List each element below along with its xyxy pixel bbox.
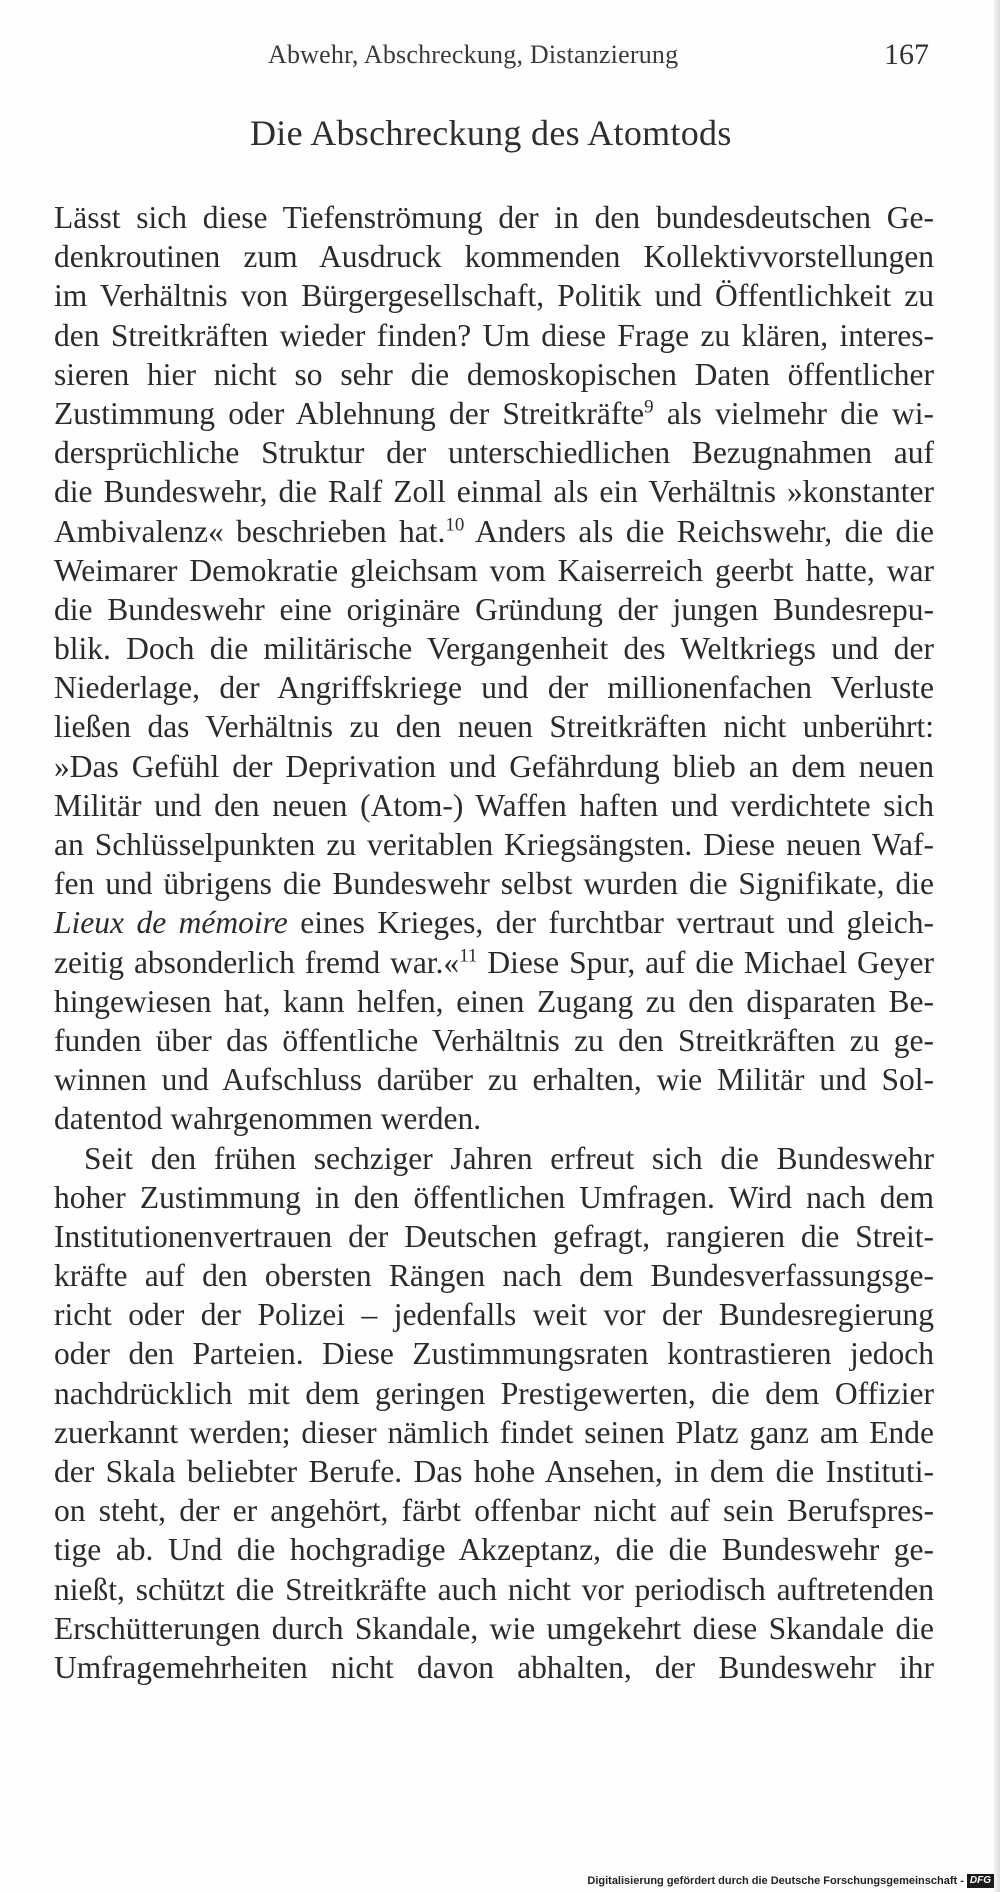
text-segment: Anders als die Reichswehr, die die [464,513,934,549]
text-segment: tige ab. Und die hochgradige Akzeptanz, die die Bundeswehr ge- [54,1532,934,1568]
text-segment: Erschütterungen durch Skandale, wie umgekehrt diese Skandale die [54,1610,934,1646]
text-segment: der Skala beliebter Berufe. Das hohe Ansehen, in dem die Instituti- [54,1454,934,1489]
footnote-marker: 9 [644,396,654,418]
text-segment: zuerkannt werden; dieser nämlich findet seinen Platz ganz am Ende [54,1414,934,1450]
text-line [54,433,934,472]
paragraph [54,1139,934,1688]
text-segment: fen und übrigens die Bundeswehr selbst wurden die Signifikate, die [54,866,934,902]
text-line [54,1530,934,1569]
page-edge-shadow [994,0,1000,1892]
section-title: Die Abschreckung des Atomtods [250,113,732,153]
text-line [54,629,934,668]
text-segment: »Das Gefühl der Deprivation und Gefährdung blieb an dem neuen [54,748,934,784]
text-segment: kräfte auf den obersten Rängen nach dem Bundesverfassungsge- [54,1258,934,1294]
text-segment: zeitig absonderlich fremd war.« [54,944,460,980]
text-line [54,276,934,315]
text-segment: die Bundeswehr, die Ralf Zoll einmal als ein Verhältnis »konstanter [54,474,934,510]
text-line [54,1021,934,1060]
text-segment: Niederlage, der Angriffskriege und der millionenfachen Verluste [54,670,934,706]
text-line [54,1060,934,1099]
text-segment: sieren hier nicht so sehr die demoskopischen Daten öffentlicher [54,356,934,392]
text-segment: nießt, schützt die Streitkräfte auch nicht vor periodisch auftretenden [54,1571,934,1607]
text-segment: hingewiesen hat, kann helfen, einen Zugang zu den disparaten Be- [54,983,934,1019]
text-line [54,590,934,629]
text-line [54,1609,934,1648]
text-line [54,1256,934,1295]
text-line [54,747,934,786]
text-line [54,1570,934,1609]
text-segment: nachdrücklich mit dem geringen Prestigewerten, die dem Offizier [54,1375,934,1411]
text-line [54,394,934,433]
text-line [54,1334,934,1373]
text-segment: datentod wahrgenommen werden. [54,1101,482,1137]
page-number: 167 [884,38,929,71]
text-line [54,316,934,355]
text-segment: Militär und den neuen (Atom-) Waffen haften und verdichtete sich [54,787,934,823]
text-segment: on steht, der er angehört, färbt offenbar nicht auf sein Berufspres- [54,1493,934,1529]
text-segment: Ambivalenz« beschrieben hat. [54,513,446,549]
text-line [54,1099,934,1138]
text-segment: Institutionenvertrauen der Deutschen gefragt, rangieren die Streit- [54,1218,934,1254]
text-line [54,668,934,707]
text-line [54,707,934,746]
running-head: Abwehr, Abschreckung, Distanzierung [268,40,679,69]
text-line [54,1452,934,1491]
text-segment: den Streitkräften wieder finden? Um diese Frage zu klären, interes- [54,317,934,353]
text-segment: oder den Parteien. Diese Zustimmungsraten kontrastieren jedoch [54,1336,934,1372]
text-segment: winnen und Aufschluss darüber zu erhalten, wie Militär und Sol- [54,1062,934,1098]
text-line [54,982,934,1021]
dfg-logo: DFG [967,1874,994,1888]
body-text [54,198,934,1687]
text-line [54,864,934,903]
text-line [54,1648,934,1687]
text-segment: hoher Zustimmung in den öffentlichen Umfragen. Wird nach dem [54,1179,934,1215]
footnote-marker: 10 [445,514,465,535]
text-line [54,903,934,942]
text-segment: eines Krieges, der furchtbar vertraut und gleich- [287,905,934,941]
text-segment: Umfragemehrheiten nicht davon abhalten, der Bundeswehr ihr [54,1649,934,1685]
text-segment: funden über das öffentliche Verhältnis zu den Streitkräften zu ge- [54,1022,934,1058]
text-segment: Weimarer Demokratie gleichsam vom Kaiserreich geerbt hatte, war [54,552,934,588]
italic-phrase: Lieux de mémoire [54,905,288,941]
text-segment: dersprüchliche Struktur der unterschiedlichen Bezugnahmen auf [54,435,934,471]
text-line [54,1374,934,1413]
paragraph [54,198,934,1139]
text-segment: denkroutinen zum Ausdruck kommenden Kollektivvorstellungen [54,239,934,275]
text-segment: Diese Spur, auf die Michael Geyer [477,944,934,980]
text-segment: ließen das Verhältnis zu den neuen Streitkräften nicht unberührt: [54,709,934,745]
text-line [54,943,934,982]
credit-text: Digitalisierung gefördert durch die Deutsche Forschungsgemeinschaft - [587,1875,964,1887]
text-segment: die Bundeswehr eine originäre Gründung der jungen Bundesrepu- [54,591,934,627]
text-line [54,1178,934,1217]
text-line [54,1139,934,1178]
text-line [54,825,934,864]
text-line [54,551,934,590]
text-line [54,1413,934,1452]
text-segment: Lässt sich diese Tiefenströmung der in den bundesdeutschen Ge- [54,200,934,235]
text-line [54,512,934,551]
digitization-credit [587,1874,994,1888]
text-segment: blik. Doch die militärische Vergangenheit des Weltkriegs und der [54,631,934,667]
text-line [54,198,934,237]
text-segment: im Verhältnis von Bürgergesellschaft, Politik und Öffentlichkeit zu [54,278,934,314]
text-segment: Zustimmung oder Ablehnung der Streitkräfte [54,395,645,431]
text-segment: richt oder der Polizei – jedenfalls weit vor der Bundesregierung [54,1297,934,1333]
text-line [54,472,934,511]
text-line [54,1217,934,1256]
text-segment: Seit den frühen sechziger Jahren erfreut sich die Bundeswehr [84,1140,934,1176]
text-line [54,1491,934,1530]
text-line [54,355,934,394]
text-line [54,237,934,276]
text-line [54,1295,934,1334]
footnote-marker: 11 [459,945,478,967]
text-line [54,786,934,825]
text-segment: an Schlüsselpunkten zu veritablen Kriegsängsten. Diese neuen Waf- [54,827,934,862]
text-segment: als vielmehr die wi- [653,395,934,431]
